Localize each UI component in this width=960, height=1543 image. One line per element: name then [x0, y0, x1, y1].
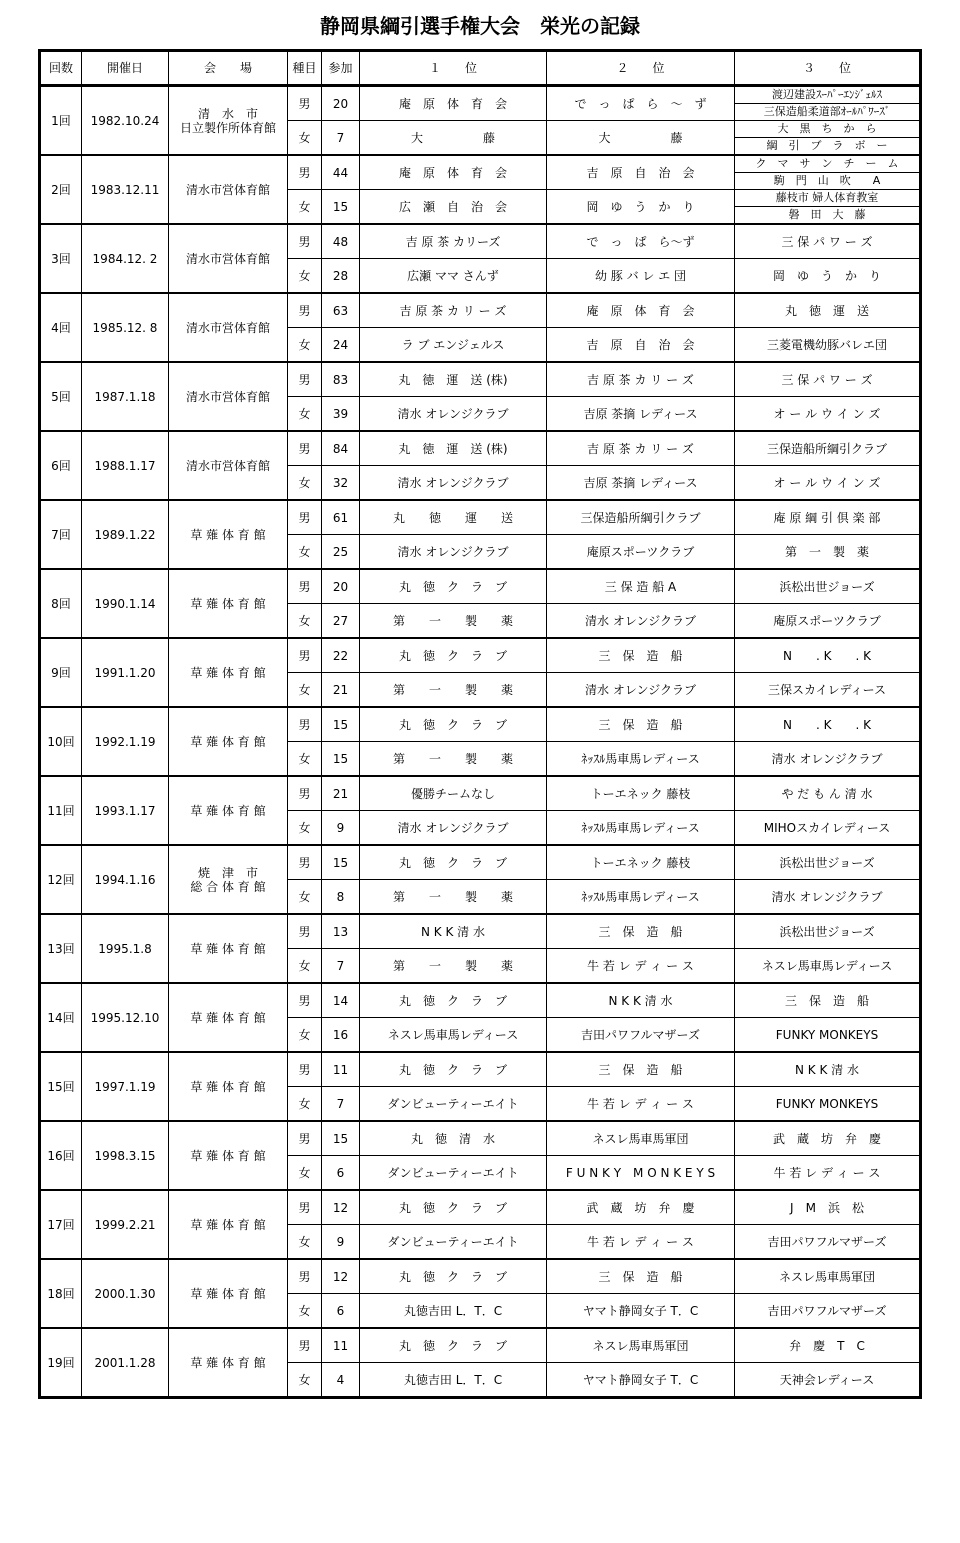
- header-venue: 会 場: [169, 51, 288, 86]
- participants-cell: 15: [322, 845, 360, 880]
- round-cell: 7回: [40, 500, 82, 569]
- second-place-cell: 三 保 造 船: [547, 1259, 735, 1294]
- first-place-cell: ダンビューティーエイト: [360, 1225, 547, 1260]
- participants-cell: 7: [322, 121, 360, 156]
- second-place-cell: N K K 清 水: [547, 983, 735, 1018]
- table-row: [40, 1259, 921, 1294]
- participants-cell: 11: [322, 1328, 360, 1363]
- third-place-cell: 岡 ゆ う か り: [735, 259, 921, 294]
- date-cell: 1993.1.17: [82, 776, 169, 845]
- participants-cell: 22: [322, 638, 360, 673]
- table-row: [40, 776, 921, 811]
- third-place-cell: ク マ サ ン チ ー ム: [735, 155, 921, 173]
- first-place-cell: 丸徳吉田 L．T．C: [360, 1294, 547, 1329]
- participants-cell: 12: [322, 1259, 360, 1294]
- venue-cell: 草 薙 体 育 館: [169, 776, 288, 845]
- category-cell: 男: [288, 224, 322, 259]
- first-place-cell: 清水 オレンジクラブ: [360, 811, 547, 846]
- date-cell: 1995.1.8: [82, 914, 169, 983]
- third-place-cell: オ ー ル ウ イ ン ズ: [735, 466, 921, 501]
- third-place-cell: 吉田パワフルマザーズ: [735, 1294, 921, 1329]
- venue-cell: 焼 津 市 総 合 体 育 館: [169, 845, 288, 914]
- round-cell: 6回: [40, 431, 82, 500]
- first-place-cell: 庵 原 体 育 会: [360, 155, 547, 190]
- participants-cell: 21: [322, 673, 360, 708]
- header-round: 回数: [40, 51, 82, 86]
- first-place-cell: 丸 徳 ク ラ ブ: [360, 638, 547, 673]
- third-place-cell: MIHOスカイレディース: [735, 811, 921, 846]
- table-row: [40, 500, 921, 535]
- third-place-cell: 駒 門 山 吹 A: [735, 173, 921, 190]
- second-place-cell: 牛 若 レ デ ィ ー ス: [547, 949, 735, 984]
- third-place-cell: FUNKY MONKEYS: [735, 1087, 921, 1122]
- table-row: [40, 569, 921, 604]
- participants-cell: 84: [322, 431, 360, 466]
- third-place-cell: 弁 慶 T C: [735, 1328, 921, 1363]
- header-third-place: ３ 位: [735, 51, 921, 86]
- participants-cell: 28: [322, 259, 360, 294]
- venue-cell: 草 薙 体 育 館: [169, 638, 288, 707]
- first-place-cell: 第 一 製 薬: [360, 880, 547, 915]
- second-place-cell: 清水 オレンジクラブ: [547, 604, 735, 639]
- category-cell: 男: [288, 983, 322, 1018]
- category-cell: 男: [288, 1259, 322, 1294]
- participants-cell: 14: [322, 983, 360, 1018]
- second-place-cell: 大 藤: [547, 121, 735, 156]
- category-cell: 女: [288, 949, 322, 984]
- page-title: 静岡県綱引選手権大会 栄光の記録: [320, 14, 640, 38]
- participants-cell: 6: [322, 1294, 360, 1329]
- table-row: [40, 638, 921, 673]
- participants-cell: 11: [322, 1052, 360, 1087]
- first-place-cell: 丸 徳 ク ラ ブ: [360, 707, 547, 742]
- participants-cell: 13: [322, 914, 360, 949]
- first-place-cell: N K K 清 水: [360, 914, 547, 949]
- category-cell: 女: [288, 1225, 322, 1260]
- venue-cell: 草 薙 体 育 館: [169, 707, 288, 776]
- second-place-cell: ネスレ馬車馬軍団: [547, 1328, 735, 1363]
- category-cell: 男: [288, 1190, 322, 1225]
- third-place-cell: 庵 原 綱 引 倶 楽 部: [735, 500, 921, 535]
- venue-cell: 清水市営体育館: [169, 293, 288, 362]
- date-cell: 1985.12. 8: [82, 293, 169, 362]
- category-cell: 男: [288, 776, 322, 811]
- third-place-cell: N . K . K: [735, 707, 921, 742]
- date-cell: 2001.1.28: [82, 1328, 169, 1398]
- table-row: [40, 431, 921, 466]
- category-cell: 男: [288, 569, 322, 604]
- participants-cell: 39: [322, 397, 360, 432]
- second-place-cell: 三 保 造 船: [547, 707, 735, 742]
- second-place-cell: トーエネック 藤枝: [547, 845, 735, 880]
- round-cell: 17回: [40, 1190, 82, 1259]
- venue-cell: 清水市営体育館: [169, 362, 288, 431]
- table-row: [40, 707, 921, 742]
- first-place-cell: 清水 オレンジクラブ: [360, 466, 547, 501]
- participants-cell: 61: [322, 500, 360, 535]
- table-row: [40, 1190, 921, 1225]
- date-cell: 1987.1.18: [82, 362, 169, 431]
- round-cell: 16回: [40, 1121, 82, 1190]
- participants-cell: 15: [322, 707, 360, 742]
- participants-cell: 21: [322, 776, 360, 811]
- category-cell: 女: [288, 121, 322, 156]
- header-date: 開催日: [82, 51, 169, 86]
- date-cell: 1992.1.19: [82, 707, 169, 776]
- first-place-cell: 丸 徳 ク ラ ブ: [360, 1190, 547, 1225]
- participants-cell: 20: [322, 569, 360, 604]
- table-row: [40, 1121, 921, 1156]
- table-row: [40, 1052, 921, 1087]
- first-place-cell: ダンビューティーエイト: [360, 1156, 547, 1191]
- first-place-cell: 丸 徳 ク ラ ブ: [360, 845, 547, 880]
- second-place-cell: トーエネック 藤枝: [547, 776, 735, 811]
- participants-cell: 25: [322, 535, 360, 570]
- third-place-cell: 浜松出世ジョーズ: [735, 569, 921, 604]
- round-cell: 18回: [40, 1259, 82, 1328]
- round-cell: 4回: [40, 293, 82, 362]
- first-place-cell: 広 瀬 自 治 会: [360, 190, 547, 225]
- participants-cell: 6: [322, 1156, 360, 1191]
- second-place-cell: 吉田パワフルマザーズ: [547, 1018, 735, 1053]
- venue-cell: 草 薙 体 育 館: [169, 500, 288, 569]
- third-place-cell: 吉田パワフルマザーズ: [735, 1225, 921, 1260]
- third-place-cell: 丸 徳 運 送: [735, 293, 921, 328]
- category-cell: 男: [288, 1328, 322, 1363]
- second-place-cell: で っ ぱ ら～ず: [547, 224, 735, 259]
- category-cell: 男: [288, 293, 322, 328]
- second-place-cell: ﾈｯｽﾙ馬車馬レディース: [547, 811, 735, 846]
- first-place-cell: ネスレ馬車馬レディース: [360, 1018, 547, 1053]
- table-row: [40, 1328, 921, 1363]
- first-place-cell: 吉 原 茶 カ リ ー ズ: [360, 293, 547, 328]
- round-cell: 10回: [40, 707, 82, 776]
- third-place-cell: 大 黒 ち か ら: [735, 121, 921, 138]
- table-row: [40, 362, 921, 397]
- third-place-cell: 綱 引 ブ ラ ボ ー: [735, 138, 921, 156]
- category-cell: 男: [288, 431, 322, 466]
- venue-cell: 草 薙 体 育 館: [169, 914, 288, 983]
- third-place-cell: ネスレ馬車馬レディース: [735, 949, 921, 984]
- venue-cell: 草 薙 体 育 館: [169, 1052, 288, 1121]
- date-cell: 1990.1.14: [82, 569, 169, 638]
- participants-cell: 7: [322, 1087, 360, 1122]
- category-cell: 女: [288, 742, 322, 777]
- third-place-cell: 天神会レディース: [735, 1363, 921, 1398]
- round-cell: 2回: [40, 155, 82, 224]
- venue-cell: 草 薙 体 育 館: [169, 983, 288, 1052]
- category-cell: 男: [288, 638, 322, 673]
- participants-cell: 9: [322, 1225, 360, 1260]
- category-cell: 男: [288, 362, 322, 397]
- third-place-cell: 三保造船柔道部ｵｰﾙﾊﾟﾜｰｽﾞ: [735, 104, 921, 121]
- second-place-cell: 牛 若 レ デ ィ ー ス: [547, 1087, 735, 1122]
- table-row: [40, 155, 921, 173]
- round-cell: 5回: [40, 362, 82, 431]
- second-place-cell: 三 保 造 船 A: [547, 569, 735, 604]
- date-cell: 1983.12.11: [82, 155, 169, 224]
- first-place-cell: ラ ブ エンジェルス: [360, 328, 547, 363]
- category-cell: 女: [288, 328, 322, 363]
- round-cell: 14回: [40, 983, 82, 1052]
- second-place-cell: 牛 若 レ デ ィ ー ス: [547, 1225, 735, 1260]
- third-place-cell: 清水 オレンジクラブ: [735, 880, 921, 915]
- second-place-cell: 武 蔵 坊 弁 慶: [547, 1190, 735, 1225]
- first-place-cell: 清水 オレンジクラブ: [360, 397, 547, 432]
- third-place-cell: ネスレ馬車馬軍団: [735, 1259, 921, 1294]
- category-cell: 女: [288, 604, 322, 639]
- third-place-cell: 第 一 製 薬: [735, 535, 921, 570]
- category-cell: 女: [288, 1018, 322, 1053]
- venue-cell: 清水市営体育館: [169, 155, 288, 224]
- first-place-cell: ダンビューティーエイト: [360, 1087, 547, 1122]
- participants-cell: 9: [322, 811, 360, 846]
- participants-cell: 44: [322, 155, 360, 190]
- second-place-cell: 吉 原 自 治 会: [547, 155, 735, 190]
- second-place-cell: 清水 オレンジクラブ: [547, 673, 735, 708]
- third-place-cell: 三 保 パ ワ ー ズ: [735, 362, 921, 397]
- table-row: [40, 86, 921, 104]
- participants-cell: 12: [322, 1190, 360, 1225]
- venue-cell: 草 薙 体 育 館: [169, 1259, 288, 1328]
- round-cell: 13回: [40, 914, 82, 983]
- table-row: [40, 224, 921, 259]
- category-cell: 女: [288, 1363, 322, 1398]
- date-cell: 1982.10.24: [82, 86, 169, 156]
- venue-cell: 草 薙 体 育 館: [169, 1190, 288, 1259]
- date-cell: 1988.1.17: [82, 431, 169, 500]
- participants-cell: 4: [322, 1363, 360, 1398]
- date-cell: 2000.1.30: [82, 1259, 169, 1328]
- venue-cell: 清水市営体育館: [169, 431, 288, 500]
- round-cell: 8回: [40, 569, 82, 638]
- category-cell: 女: [288, 466, 322, 501]
- round-cell: 15回: [40, 1052, 82, 1121]
- second-place-cell: ﾈｯｽﾙ馬車馬レディース: [547, 880, 735, 915]
- second-place-cell: 庵 原 体 育 会: [547, 293, 735, 328]
- category-cell: 男: [288, 155, 322, 190]
- header-participants: 参加: [322, 51, 360, 86]
- date-cell: 1984.12. 2: [82, 224, 169, 293]
- records-body: [40, 86, 921, 1398]
- category-cell: 男: [288, 845, 322, 880]
- second-place-cell: 三保造船所綱引クラブ: [547, 500, 735, 535]
- first-place-cell: 丸 徳 ク ラ ブ: [360, 1259, 547, 1294]
- category-cell: 女: [288, 1087, 322, 1122]
- third-place-cell: 三保造船所綱引クラブ: [735, 431, 921, 466]
- third-place-cell: 三 保 造 船: [735, 983, 921, 1018]
- header-row: [40, 51, 921, 86]
- third-place-cell: 藤枝市 婦人体育教室: [735, 190, 921, 207]
- third-place-cell: 牛 若 レ デ ィ ー ス: [735, 1156, 921, 1191]
- venue-cell: 清水市営体育館: [169, 224, 288, 293]
- round-cell: 1回: [40, 86, 82, 156]
- first-place-cell: 丸 徳 ク ラ ブ: [360, 569, 547, 604]
- category-cell: 女: [288, 259, 322, 294]
- third-place-cell: 浜松出世ジョーズ: [735, 845, 921, 880]
- participants-cell: 83: [322, 362, 360, 397]
- header-second-place: ２ 位: [547, 51, 735, 86]
- table-row: [40, 914, 921, 949]
- third-place-cell: 磐 田 大 藤: [735, 207, 921, 225]
- third-place-cell: N K K 清 水: [735, 1052, 921, 1087]
- date-cell: 1994.1.16: [82, 845, 169, 914]
- venue-cell: 草 薙 体 育 館: [169, 1328, 288, 1398]
- second-place-cell: 吉 原 茶 カ リ ー ズ: [547, 362, 735, 397]
- second-place-cell: 庵原スポーツクラブ: [547, 535, 735, 570]
- third-place-cell: や だ も ん 清 水: [735, 776, 921, 811]
- participants-cell: 48: [322, 224, 360, 259]
- second-place-cell: ヤマト静岡女子 T．C: [547, 1294, 735, 1329]
- second-place-cell: 吉原 茶摘 レディース: [547, 397, 735, 432]
- first-place-cell: 第 一 製 薬: [360, 949, 547, 984]
- participants-cell: 32: [322, 466, 360, 501]
- third-place-cell: 三 保 パ ワ ー ズ: [735, 224, 921, 259]
- category-cell: 女: [288, 1156, 322, 1191]
- category-cell: 女: [288, 673, 322, 708]
- first-place-cell: 丸 徳 ク ラ ブ: [360, 1052, 547, 1087]
- table-row: [40, 293, 921, 328]
- category-cell: 男: [288, 914, 322, 949]
- first-place-cell: 広瀬 ママ さんず: [360, 259, 547, 294]
- records-table: [38, 49, 922, 1399]
- second-place-cell: で っ ぱ ら ～ ず: [547, 86, 735, 121]
- category-cell: 男: [288, 1121, 322, 1156]
- third-place-cell: 浜松出世ジョーズ: [735, 914, 921, 949]
- category-cell: 男: [288, 500, 322, 535]
- date-cell: 1999.2.21: [82, 1190, 169, 1259]
- category-cell: 女: [288, 190, 322, 225]
- second-place-cell: 吉 原 自 治 会: [547, 328, 735, 363]
- venue-cell: 清 水 市 日立製作所体育館: [169, 86, 288, 156]
- second-place-cell: F U N K Y M O N K E Y S: [547, 1156, 735, 1191]
- participants-cell: 15: [322, 190, 360, 225]
- third-place-cell: オ ー ル ウ イ ン ズ: [735, 397, 921, 432]
- second-place-cell: 吉原 茶摘 レディース: [547, 466, 735, 501]
- first-place-cell: 大 藤: [360, 121, 547, 156]
- third-place-cell: N . K . K: [735, 638, 921, 673]
- category-cell: 男: [288, 707, 322, 742]
- second-place-cell: 吉 原 茶 カ リ ー ズ: [547, 431, 735, 466]
- category-cell: 男: [288, 86, 322, 121]
- category-cell: 女: [288, 535, 322, 570]
- second-place-cell: ﾈｯｽﾙ馬車馬レディース: [547, 742, 735, 777]
- third-place-cell: 清水 オレンジクラブ: [735, 742, 921, 777]
- second-place-cell: 三 保 造 船: [547, 914, 735, 949]
- third-place-cell: 三保スカイレディース: [735, 673, 921, 708]
- participants-cell: 16: [322, 1018, 360, 1053]
- table-row: [40, 845, 921, 880]
- first-place-cell: 丸 徳 運 送 (株): [360, 362, 547, 397]
- participants-cell: 15: [322, 742, 360, 777]
- venue-cell: 草 薙 体 育 館: [169, 569, 288, 638]
- category-cell: 女: [288, 811, 322, 846]
- first-place-cell: 丸 徳 運 送 (株): [360, 431, 547, 466]
- third-place-cell: J M 浜 松: [735, 1190, 921, 1225]
- second-place-cell: 岡 ゆ う か り: [547, 190, 735, 225]
- third-place-cell: 武 蔵 坊 弁 慶: [735, 1121, 921, 1156]
- round-cell: 9回: [40, 638, 82, 707]
- venue-cell: 草 薙 体 育 館: [169, 1121, 288, 1190]
- header-first-place: １ 位: [360, 51, 547, 86]
- second-place-cell: ヤマト静岡女子 T．C: [547, 1363, 735, 1398]
- date-cell: 1989.1.22: [82, 500, 169, 569]
- category-cell: 女: [288, 1294, 322, 1329]
- date-cell: 1997.1.19: [82, 1052, 169, 1121]
- third-place-cell: 三菱電機幼豚バレエ団: [735, 328, 921, 363]
- category-cell: 女: [288, 397, 322, 432]
- participants-cell: 15: [322, 1121, 360, 1156]
- third-place-cell: FUNKY MONKEYS: [735, 1018, 921, 1053]
- first-place-cell: 清水 オレンジクラブ: [360, 535, 547, 570]
- date-cell: 1991.1.20: [82, 638, 169, 707]
- category-cell: 女: [288, 880, 322, 915]
- participants-cell: 20: [322, 86, 360, 121]
- round-cell: 19回: [40, 1328, 82, 1398]
- participants-cell: 24: [322, 328, 360, 363]
- date-cell: 1995.12.10: [82, 983, 169, 1052]
- first-place-cell: 丸 徳 ク ラ ブ: [360, 983, 547, 1018]
- round-cell: 3回: [40, 224, 82, 293]
- first-place-cell: 第 一 製 薬: [360, 673, 547, 708]
- second-place-cell: ネスレ馬車馬軍団: [547, 1121, 735, 1156]
- first-place-cell: 庵 原 体 育 会: [360, 86, 547, 121]
- second-place-cell: 三 保 造 船: [547, 638, 735, 673]
- first-place-cell: 丸徳吉田 L．T．C: [360, 1363, 547, 1398]
- first-place-cell: 優勝チームなし: [360, 776, 547, 811]
- table-row: [40, 983, 921, 1018]
- second-place-cell: 三 保 造 船: [547, 1052, 735, 1087]
- first-place-cell: 第 一 製 薬: [360, 742, 547, 777]
- category-cell: 男: [288, 1052, 322, 1087]
- first-place-cell: 第 一 製 薬: [360, 604, 547, 639]
- participants-cell: 7: [322, 949, 360, 984]
- round-cell: 12回: [40, 845, 82, 914]
- first-place-cell: 吉 原 茶 カリーズ: [360, 224, 547, 259]
- third-place-cell: 庵原スポーツクラブ: [735, 604, 921, 639]
- participants-cell: 63: [322, 293, 360, 328]
- first-place-cell: 丸 徳 清 水: [360, 1121, 547, 1156]
- participants-cell: 8: [322, 880, 360, 915]
- date-cell: 1998.3.15: [82, 1121, 169, 1190]
- first-place-cell: 丸 徳 運 送: [360, 500, 547, 535]
- second-place-cell: 幼 豚 バ レ エ 団: [547, 259, 735, 294]
- header-category: 種目: [288, 51, 322, 86]
- first-place-cell: 丸 徳 ク ラ ブ: [360, 1328, 547, 1363]
- participants-cell: 27: [322, 604, 360, 639]
- third-place-cell: 渡辺建設ｽｰﾊﾟｰｴﾝｼﾞｪﾙｽ: [735, 86, 921, 104]
- round-cell: 11回: [40, 776, 82, 845]
